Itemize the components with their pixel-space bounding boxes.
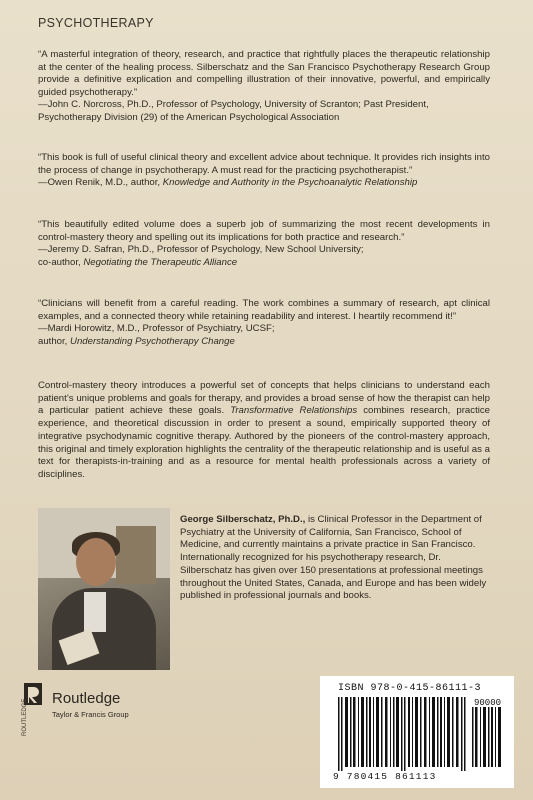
attribution-author: co-author,	[38, 256, 84, 268]
quote-attribution: Psychotherapy Division (29) of the American Psychological Association	[38, 111, 340, 123]
endorsement-quote	[38, 219, 490, 269]
quote-text: “A masterful integration of theory, research, and practice that rightfully places the therapeutic relationship at the center of the healing process. Silberschatz and the San Francisco Psychotherapy Research Group provide a definitive explication and compelling illustration of their innovative, powerful, and empirically guided psychotherapy.”	[38, 49, 490, 98]
quote-text: “This beautifully edited volume does a superb job of summarizing the most recent developments in control-mastery theory and spelling out its implications for both practice and research.”	[38, 219, 490, 243]
quote-attribution: —Mardi Horowitz, M.D., Professor of Psychiatry, UCSF;	[38, 323, 275, 335]
isbn-number: ISBN 978-0-415-86111-3	[338, 683, 482, 694]
attribution-author: —Owen Renik, M.D., author,	[38, 177, 163, 189]
endorsement-quote	[38, 152, 490, 190]
author-photo	[38, 508, 170, 670]
endorsement-quote	[38, 298, 490, 348]
author-name: George Silberschatz, Ph.D.,	[180, 514, 306, 525]
author-bio	[180, 514, 490, 603]
description-text: Control-mastery theory introduces a powerful set of concepts that helps clinicians to understand each patient’s unique problems and goals for therapy, and provides a broad sense of how the therapist can help a particular patient achieve these goals.	[38, 380, 490, 417]
barcode-digits: 9 780415 861113	[333, 771, 437, 782]
quote-attribution: —John C. Norcross, Ph.D., Professor of Psychology, University of Scranton; Past President,	[38, 99, 429, 111]
book-title: Transformative Relationships	[230, 405, 358, 417]
quote-attribution	[38, 257, 490, 270]
book-description	[38, 380, 490, 482]
quote-text: “This book is full of useful clinical theory and excellent advice about technique. It provides rich insights into the process of change in psychotherapy. A must read for the practicing psychotherapist.”	[38, 152, 490, 176]
quote-text: “Clinicians will benefit from a careful reading. The work combines a summary of research, apt clinical examples, and a connected theory while retaining readability and interest. I heartily recommend it!”	[38, 298, 490, 322]
publisher-vertical-text: ROUTLEDGE	[22, 698, 28, 736]
quote-attribution	[38, 177, 490, 190]
bio-text: is Clinical Professor in the Department of Psychiatry at the University of California, San Francisco, School of Medicine, and currently maintains a private practice in San Francisco. Internationally recognized for his psychotherapy research, Dr. Silberschatz has given over 150 presentations at professional meetings throughout the United States, Canada, and Europe and has been widely published in professional journals and books.	[180, 514, 487, 602]
attribution-author: author,	[38, 335, 71, 347]
quote-attribution	[38, 336, 490, 349]
attribution-book-title: Understanding Psychotherapy Change	[70, 335, 235, 347]
barcode	[338, 697, 508, 771]
attribution-book-title: Knowledge and Authority in the Psychoanalytic Relationship	[162, 177, 418, 189]
publisher-name: Routledge	[52, 690, 121, 707]
publisher-subtitle: Taylor & Francis Group	[52, 710, 129, 719]
category-label: PSYCHOTHERAPY	[38, 16, 154, 30]
attribution-book-title: Negotiating the Therapeutic Alliance	[83, 256, 238, 268]
price-code: 90000	[474, 698, 502, 708]
endorsement-quote	[38, 49, 490, 125]
quote-attribution: —Jeremy D. Safran, Ph.D., Professor of Psychology, New School University;	[38, 244, 364, 256]
description-text: combines research, practice experience, and theoretical discussion in order to present a sound, empirically supported theory of integrative psychodynamic cognitive therapy. Authored by the pioneers of the control-mastery approach, this original and timely exploration highlights the centrality of the therapeutic relationship and is useful as a text for therapists-in-training and as a resource for mental health professionals across a variety of disciplines.	[38, 405, 490, 480]
